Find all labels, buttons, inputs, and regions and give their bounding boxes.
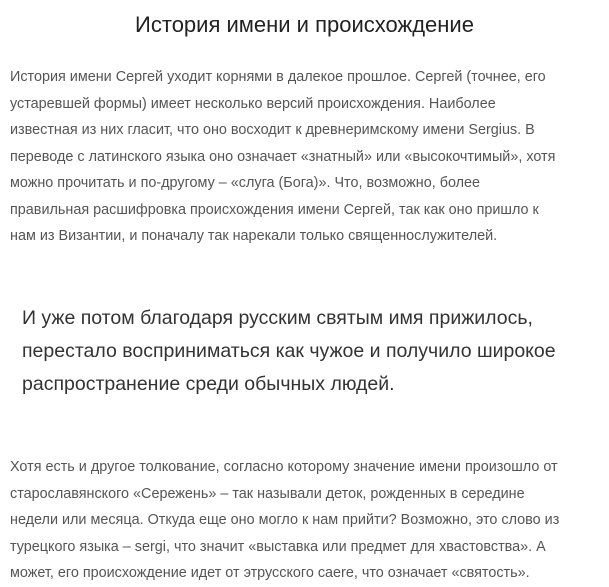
article-paragraph-2: Хотя есть и другое толкование, согласно которому значение имени произошло от старославянского «Сережень» – так называли деток, рожденных в середине недели или месяца. Откуда еще оно могло к нам прийти? Возможно, это слово из турецкого языка – sergi, что значит «выставка или предмет для хвастовства». А может, его происхождение идет от этрусского caere, что означает «святость».	[10, 459, 560, 581]
pull-quote: И уже потом благодаря русским святым имя прижилось, перестало восприниматься как чужое и получило широкое распространение среди обычных людей.	[22, 307, 556, 395]
article-paragraph-1: История имени Сергей уходит корнями в далекое прошлое. Сергей (точнее, его устаревшей формы) имеет несколько версий происхождения. Наиболее известная из них гласит, что оно восходит к древнеримскому имени Sergius. В переводе с латинского языка оно означает «знатный» или «высокочтимый», хотя можно прочитать и по-другому – «слуга (Бога)». Что, возможно, более правильная расшифровка происхождения имени Сергей, так как оно пришло к нам из Византии, и поначалу так нарекали только священнослужителей.	[10, 69, 556, 244]
page-title: История имени и происхождение	[135, 12, 474, 37]
